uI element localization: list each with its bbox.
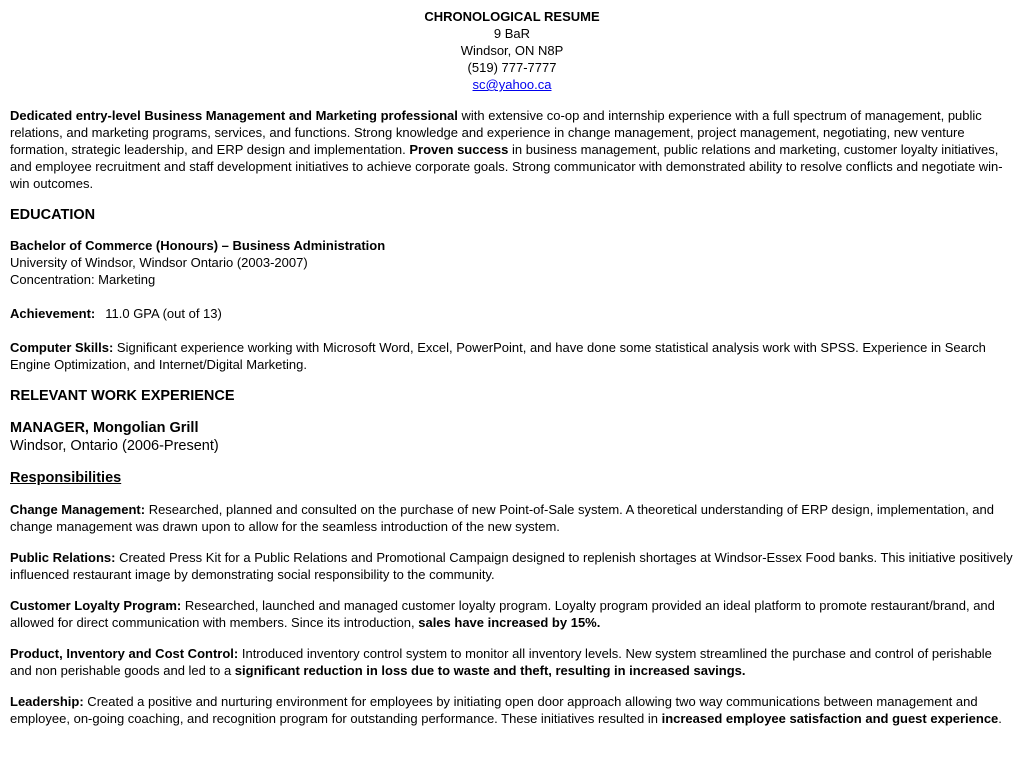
summary-lead: Dedicated entry-level Business Management and Marketing professional [10,108,458,123]
responsibility-item [10,693,1014,727]
job-block [10,419,1014,455]
resume-header [10,8,1014,93]
computer-skills-text: Significant experience working with Microsoft Word, Excel, PowerPoint, and have done some statistical analysis work with SPSS. Experience in Search Engine Optimization, and Internet/Digital Marketing. [10,340,986,372]
responsibility-label: Change Management: [10,502,146,517]
concentration: Concentration: Marketing [10,272,156,287]
responsibility-item [10,597,1014,631]
address-line-2: Windsor, ON N8P [460,43,564,58]
phone-number: (519) 777-7777 [467,60,557,75]
responsibility-label: Leadership: [10,694,84,709]
responsibility-tail: . [998,711,1002,726]
job-title: MANAGER, Mongolian Grill [10,420,199,436]
responsibility-text: Created Press Kit for a Public Relations and Promotional Campaign designed to replenish shortages at Windsor-Essex Food banks. This initiative positively influenced restaurant image by demonstrating social responsibility to the community. [10,550,1013,582]
work-experience-heading: RELEVANT WORK EXPERIENCE [10,388,235,404]
responsibility-label: Customer Loyalty Program: [10,598,182,613]
school-name: University of Windsor, Windsor Ontario (2003-2007) [10,255,308,270]
computer-skills-label: Computer Skills: [10,340,114,355]
responsibility-item [10,549,1014,583]
address-line-1: 9 BaR [493,26,531,41]
education-block [10,237,1014,288]
responsibility-result: significant reduction in loss due to waste and theft, resulting in increased savings. [234,663,746,678]
responsibility-text: Created a positive and nurturing environment for employees by initiating open door approach allowing two way communications between management and employee, on-going coaching, and recognition program for outstanding performance. These initiatives resulted in [10,694,978,726]
job-location: Windsor, Ontario (2006-Present) [10,438,219,454]
responsibilities-heading: Responsibilities [10,470,122,486]
summary-highlight: Proven success [409,142,509,157]
responsibility-result: sales have increased by 15%. [418,615,601,630]
responsibility-text: Researched, planned and consulted on the purchase of new Point-of-Sale system. A theoretical understanding of ERP design, implementation, and change management was drawn upon to allow for the seamless introduction of the new system. [10,502,994,534]
responsibility-label: Product, Inventory and Cost Control: [10,646,239,661]
professional-summary [10,107,1014,192]
responsibility-item [10,501,1014,535]
summary-text-2: in business management, public relations and marketing, customer loyalty initiatives, and employee recruitment and staff development initiatives to achieve corporate goals. Strong communicator with demonstrated ability to resolve conflicts and negotiate win-win outcomes. [10,142,1003,191]
degree-name: Bachelor of Commerce (Honours) – Business Administration [10,238,386,253]
responsibility-item [10,645,1014,679]
responsibility-label: Public Relations: [10,550,116,565]
responsibility-text: Introduced inventory control system to monitor all inventory levels. New system streamlined the purchase and control of perishable and non perishable goods and led to a [10,646,992,678]
achievement-line [10,305,1014,322]
achievement-value: 11.0 GPA (out of 13) [105,306,222,321]
responsibility-text: Researched, launched and managed customer loyalty program. Loyalty program provided an ideal platform to promote restaurant/brand, and allowed for direct communication with members. Since its introduction, [10,598,995,630]
education-heading: EDUCATION [10,207,96,223]
document-title: CHRONOLOGICAL RESUME [424,9,600,24]
email-link[interactable]: sc@yahoo.ca [472,77,552,92]
computer-skills [10,339,1014,373]
achievement-label: Achievement: [10,306,96,321]
summary-text-1: with extensive co-op and internship experience with a full spectrum of management, public relations, and marketing programs, services, and functions. Strong knowledge and experience in change management, project management, negotiating, new venture formation, strategic leadership, and ERP design and implementation. [10,108,982,157]
responsibility-result: increased employee satisfaction and guest experience [661,711,999,726]
